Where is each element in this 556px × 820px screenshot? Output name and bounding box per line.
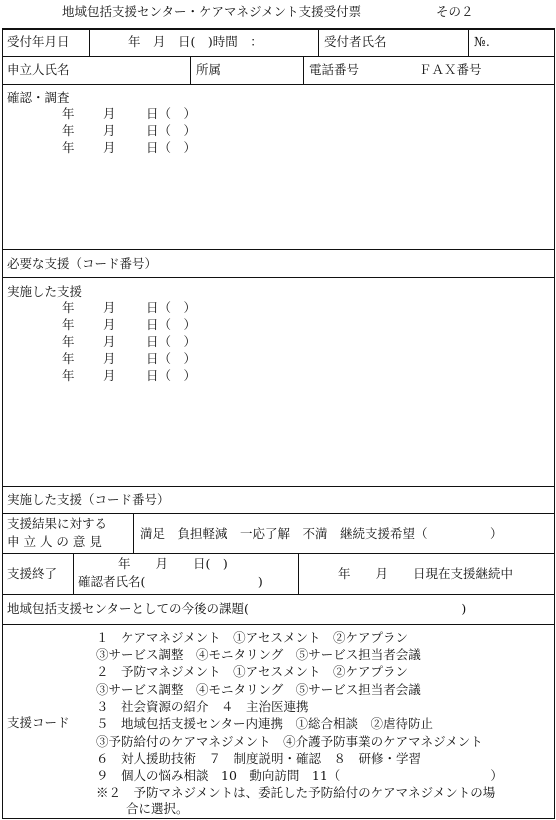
code-line: ３ 社会資源の紹介 ４ 主治医連携 — [96, 699, 309, 714]
fax-number-label: ＦＡＸ番号 — [419, 62, 482, 77]
day-label: 日（ ） — [146, 140, 197, 155]
opinion-label-line2: 申 立 人 の 意 見 — [7, 534, 102, 549]
day-label: 日（ ） — [146, 106, 197, 121]
day-label: 日（ ） — [146, 368, 197, 383]
code-line: ※２ 予防マネジメントは、委託した予防給付のケアマネジメントの場 — [96, 785, 496, 800]
year-label: 年 — [62, 317, 75, 332]
number-label: №. — [474, 34, 490, 49]
year-label: 年 — [62, 300, 75, 315]
form-title-main: 地域包括支援センター・ケアマネジメント支援受付票 — [62, 4, 362, 19]
year-label: 年 — [62, 140, 75, 155]
form-title — [0, 2, 556, 20]
support-end-label: 支援終了 — [7, 566, 58, 581]
year-label: 年 — [62, 368, 75, 383]
code-line: ③予防給付のケアマネジメント ④介護予防事業のケアマネジメント — [96, 734, 483, 749]
affiliation-label: 所属 — [196, 62, 222, 77]
month-label: 月 — [103, 140, 116, 155]
year-label: 年 — [62, 351, 75, 366]
opinion-label-line1: 支援結果に対する — [7, 516, 108, 531]
day-label: 日（ ） — [146, 334, 197, 349]
day-label: 日（ ） — [146, 123, 197, 138]
code-line: ６ 対人援助技術 ７ 制度説明・確認 ８ 研修・学習 — [96, 751, 422, 766]
code-line: １ ケアマネジメント ①アセスメント ②ケアプラン — [96, 630, 409, 645]
code-line: ２ 予防マネジメント ①アセスメント ②ケアプラン — [96, 664, 409, 679]
month-label: 月 — [103, 123, 116, 138]
year-label: 年 — [62, 334, 75, 349]
support-code-label: 支援コード — [7, 715, 70, 730]
receiver-name-label: 受付者氏名 — [324, 34, 387, 49]
month-label: 月 — [103, 106, 116, 121]
day-label: 日（ ） — [146, 351, 197, 366]
confirmer-name-field[interactable]: 確認者氏名( ) — [78, 574, 263, 589]
receipt-date-field[interactable]: 年 月 日( )時間 ： — [128, 34, 263, 49]
code-line: ③サービス調整 ④モニタリング ⑤サービス担当者会議 — [96, 647, 421, 662]
month-label: 月 — [103, 334, 116, 349]
implemented-code-label: 実施した支援（コード番号） — [7, 492, 170, 507]
code-line: ５ 地域包括支援センター内連携 ①総合相談 ②虐待防止 — [96, 716, 434, 731]
form-title-sub: その２ — [436, 4, 474, 19]
day-label: 日（ ） — [146, 317, 197, 332]
support-continuing-date[interactable]: 年 月 日現在支援継続中 — [338, 566, 514, 581]
day-label: 日（ ） — [146, 300, 197, 315]
month-label: 月 — [103, 351, 116, 366]
opinion-options[interactable]: 満足 負担軽減 一応了解 不満 継続支援希望（ ） — [140, 526, 503, 541]
phone-number-label: 電話番号 — [309, 62, 360, 77]
implemented-support-label: 実施した支援 — [7, 284, 83, 299]
year-label: 年 — [62, 106, 75, 121]
code-line: ③サービス調整 ④モニタリング ⑤サービス担当者会議 — [96, 682, 421, 697]
year-label: 年 — [62, 123, 75, 138]
code-line: ９ 個人の悩み相談 10 動向訪問 11（ ） — [96, 768, 503, 783]
month-label: 月 — [103, 300, 116, 315]
applicant-name-label: 申立人氏名 — [7, 62, 70, 77]
support-end-date[interactable]: 年 月 日( ) — [118, 556, 228, 571]
month-label: 月 — [103, 317, 116, 332]
month-label: 月 — [103, 368, 116, 383]
code-line: 合に選択。 — [126, 801, 189, 816]
needed-support-label: 必要な支援（コード番号） — [7, 256, 158, 271]
receipt-date-label: 受付年月日 — [7, 34, 70, 49]
future-issues-label[interactable]: 地域包括支援センターとしての今後の課題( ) — [7, 601, 467, 616]
confirmation-label: 確認・調査 — [7, 90, 70, 105]
